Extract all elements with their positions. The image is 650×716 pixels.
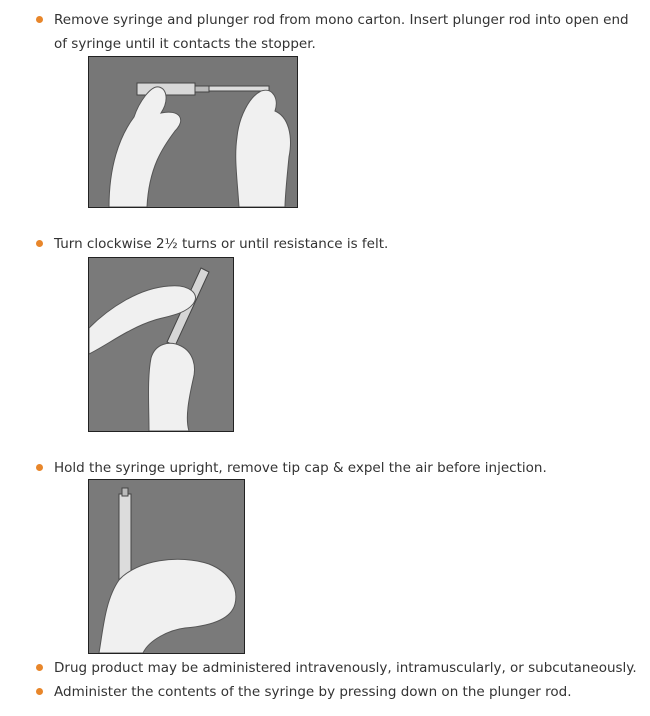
- syringe-and-plunger-rod-photo: [88, 56, 298, 208]
- bullet-icon: [36, 240, 43, 247]
- holding-syringe-upright-photo: [88, 479, 245, 654]
- step-1-text: Remove syringe and plunger rod from mono carton. Insert plunger rod into open end of syringe until it contacts the stopper.: [54, 12, 629, 52]
- note-1-text: Drug product may be administered intravenously, intramuscularly, or subcutaneously.: [54, 660, 637, 676]
- step-3-text: Hold the syringe upright, remove tip cap & expel the air before injection.: [54, 460, 547, 476]
- bullet-icon: [36, 664, 43, 671]
- turning-plunger-photo: [88, 257, 234, 432]
- step-2-text: Turn clockwise 2½ turns or until resistance is felt.: [54, 236, 389, 252]
- note-2-text: Administer the contents of the syringe by pressing down on the plunger rod.: [54, 684, 572, 700]
- bullet-icon: [36, 16, 43, 23]
- bullet-icon: [36, 688, 43, 695]
- bullet-icon: [36, 464, 43, 471]
